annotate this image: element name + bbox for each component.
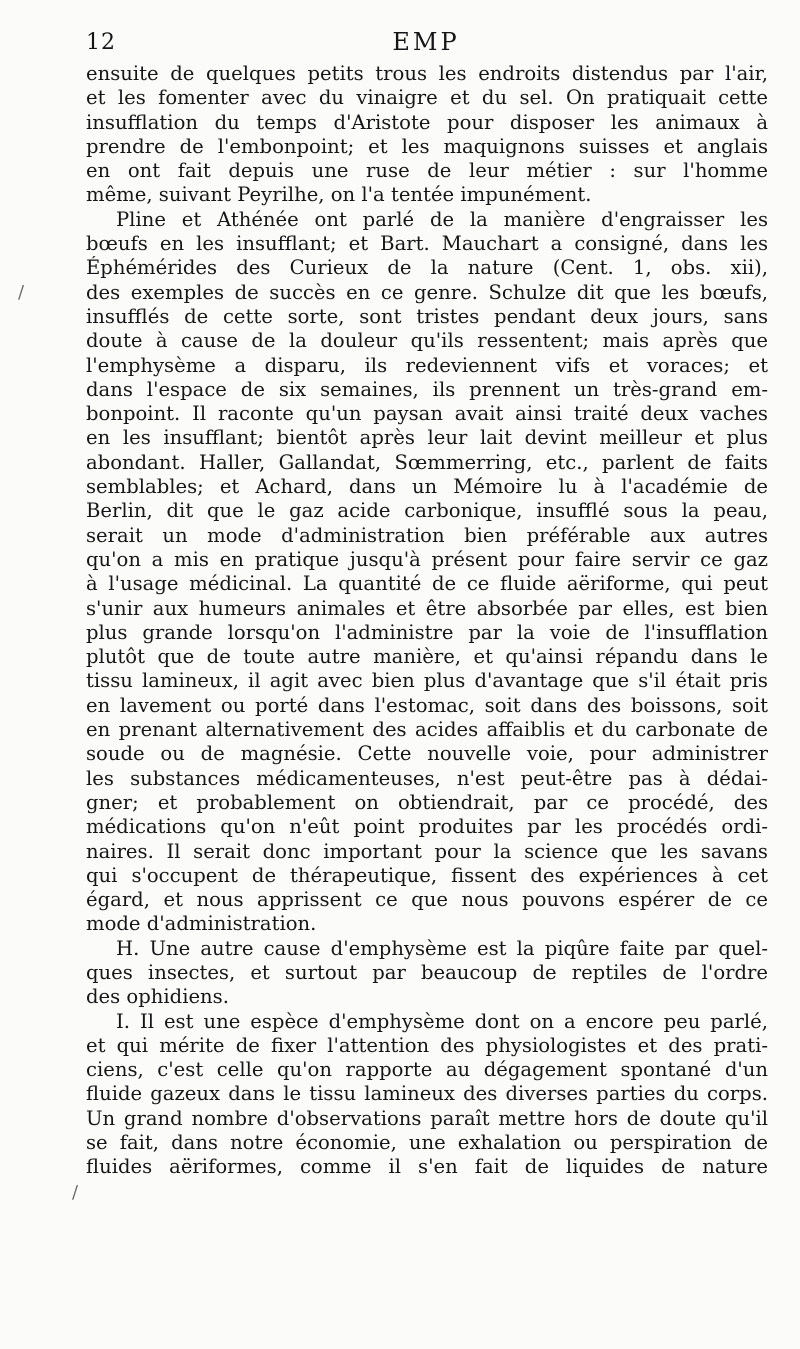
text-line: insufflation du temps d'Aristote pour disposer les animaux à bbox=[86, 110, 768, 134]
text-line: Pline et Athénée ont parlé de la manière d'engraisser les bbox=[116, 207, 768, 231]
page-header bbox=[86, 26, 766, 60]
text-line: à l'usage médicinal. La quantité de ce fluide aëriforme, qui peut bbox=[86, 572, 768, 596]
text-line: Berlin, dit que le gaz acide carbonique, insufflé sous la peau, bbox=[86, 499, 768, 523]
text-line: bœufs en les insufflant; et Bart. Mauchart a consigné, dans les bbox=[86, 232, 768, 256]
text-line: ensuite de quelques petits trous les endroits distendus par l'air, bbox=[86, 62, 768, 85]
text-line: abondant. Haller, Gallandat, Sœmmerring, etc., parlent de faits bbox=[86, 450, 768, 474]
text-line: prendre de l'embonpoint; et les maquignons suisses et anglais bbox=[86, 134, 768, 158]
text-line: égard, et nous apprissent ce que nous pouvons espérer de ce bbox=[86, 888, 768, 912]
body-text bbox=[86, 62, 768, 1180]
text-line: Un grand nombre d'observations paraît mettre hors de doute qu'il bbox=[86, 1106, 768, 1130]
text-line: les substances médicamenteuses, n'est peut-être pas à dédai- bbox=[86, 766, 768, 790]
text-line: bonpoint. Il raconte qu'un paysan avait ainsi traité deux vaches bbox=[86, 402, 768, 426]
text-line: plutôt que de toute autre manière, et qu'ainsi répandu dans le bbox=[86, 645, 768, 669]
text-line: des ophidiens. bbox=[86, 985, 229, 1009]
text-line: insufflés de cette sorte, sont tristes pendant deux jours, sans bbox=[86, 304, 768, 328]
text-line: ques insectes, et surtout par beaucoup de reptiles de l'ordre bbox=[86, 960, 768, 984]
margin-mark: / bbox=[72, 1182, 79, 1203]
text-line: même, suivant Peyrilhe, on l'a tentée impunément. bbox=[86, 183, 592, 207]
text-line: semblables; et Achard, dans un Mémoire lu à l'académie de bbox=[86, 475, 768, 499]
text-line: doute à cause de la douleur qu'ils ressentent; mais après que bbox=[86, 329, 768, 353]
text-line: tissu lamineux, il agit avec bien plus d'avantage que s'il était pris bbox=[86, 669, 768, 693]
text-line: naires. Il serait donc important pour la science que les savans bbox=[86, 839, 768, 863]
page-number: 12 bbox=[86, 30, 116, 55]
text-line: fluide gazeux dans le tissu lamineux des diverses parties du corps. bbox=[86, 1082, 768, 1106]
text-line: l'emphysème a disparu, ils redeviennent vifs et voraces; et bbox=[86, 353, 768, 377]
text-line: qui s'occupent de thérapeutique, fissent des expériences à cet bbox=[86, 863, 768, 887]
text-line: fluides aëriformes, comme il s'en fait de liquides de nature bbox=[86, 1155, 768, 1179]
text-line: serait un mode d'administration bien préférable aux autres bbox=[86, 523, 768, 547]
text-line: I. Il est une espèce d'emphysème dont on a encore peu parlé, bbox=[116, 1009, 768, 1033]
text-line: en ont fait depuis une ruse de leur métier : sur l'homme bbox=[86, 159, 768, 183]
text-line: médications qu'on n'eût point produites par les procédés ordi- bbox=[86, 815, 768, 839]
text-line: et les fomenter avec du vinaigre et du sel. On pratiquait cette bbox=[86, 86, 768, 110]
text-line: gner; et probablement on obtiendrait, par ce procédé, des bbox=[86, 790, 768, 814]
text-line: mode d'administration. bbox=[86, 912, 317, 936]
text-line: se fait, dans notre économie, une exhalation ou perspiration de bbox=[86, 1131, 768, 1155]
text-line: en les insufflant; bientôt après leur lait devint meilleur et plus bbox=[86, 426, 768, 450]
text-line: et qui mérite de fixer l'attention des physiologistes et des prati- bbox=[86, 1033, 768, 1057]
running-head: EMP bbox=[392, 28, 460, 56]
text-line: qu'on a mis en pratique jusqu'à présent pour faire servir ce gaz bbox=[86, 547, 768, 571]
text-line: ciens, c'est celle qu'on rapporte au dégagement spontané d'un bbox=[86, 1058, 768, 1082]
text-line: soude ou de magnésie. Cette nouvelle voie, pour administrer bbox=[86, 742, 768, 766]
text-line: s'unir aux humeurs animales et être absorbée par elles, est bien bbox=[86, 596, 768, 620]
text-line: des exemples de succès en ce genre. Schulze dit que les bœufs, bbox=[86, 280, 768, 304]
text-line: en prenant alternativement des acides affaiblis et du carbonate de bbox=[86, 718, 768, 742]
text-line: plus grande lorsqu'on l'administre par la voie de l'insufflation bbox=[86, 620, 768, 644]
text-line: dans l'espace de six semaines, ils prennent un très-grand em- bbox=[86, 377, 768, 401]
text-line: en lavement ou porté dans l'estomac, soit dans des boissons, soit bbox=[86, 693, 768, 717]
text-line: Éphémérides des Curieux de la nature (Cent. 1, obs. xii), bbox=[86, 256, 768, 280]
text-line: H. Une autre cause d'emphysème est la piqûre faite par quel- bbox=[116, 936, 768, 960]
margin-mark: / bbox=[18, 282, 25, 303]
